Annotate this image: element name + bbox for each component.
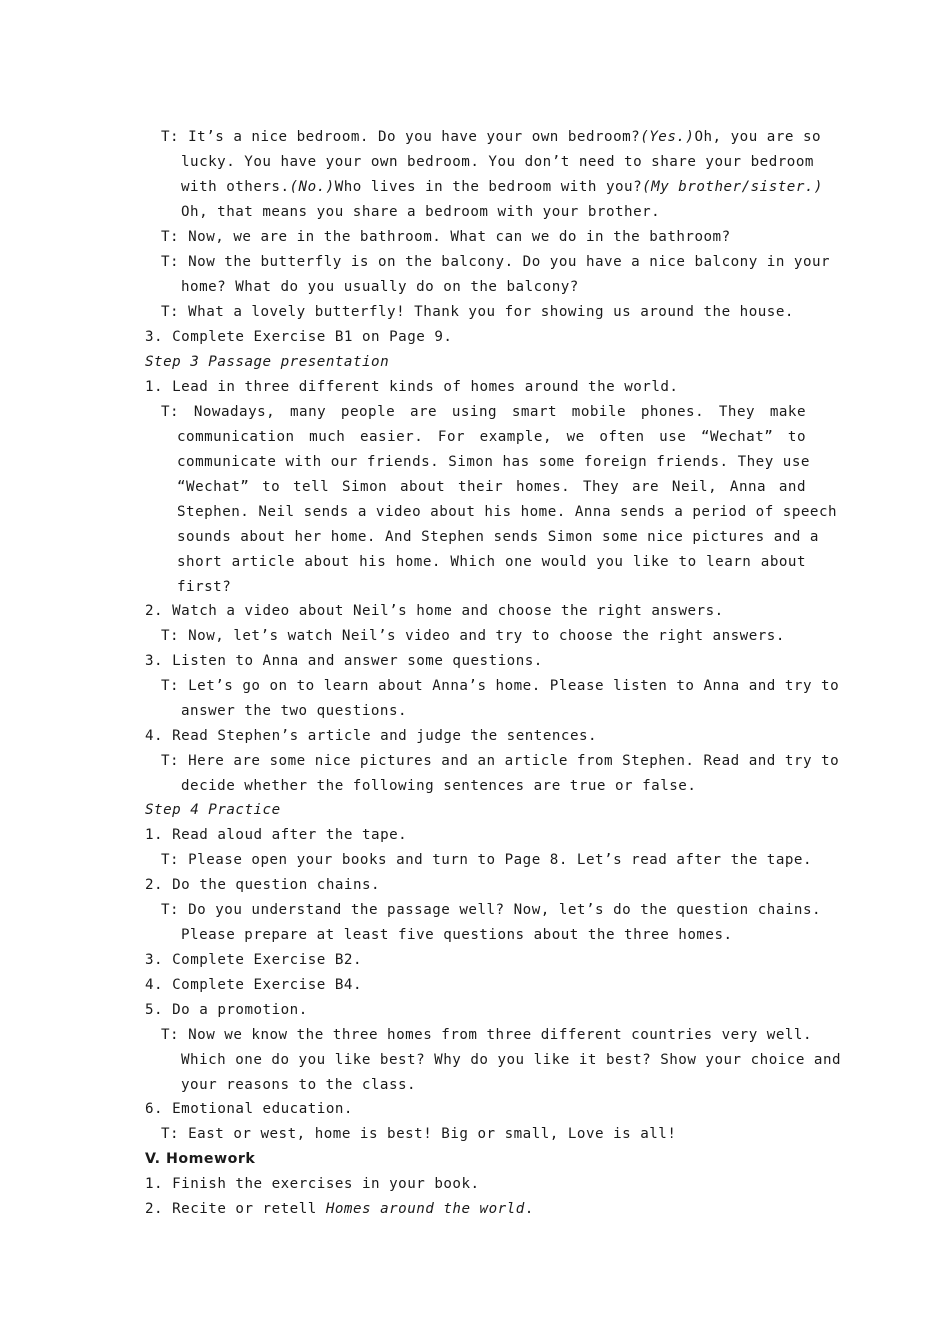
dialogue-line: T: Now, we are in the bathroom. What can we do in the bathroom? bbox=[161, 229, 731, 245]
list-item: 3. Listen to Anna and answer some questions. bbox=[145, 653, 543, 669]
list-item: 1. Read aloud after the tape. bbox=[145, 827, 408, 843]
list-item: 3. Complete Exercise B1 on Page 9. bbox=[145, 329, 453, 345]
list-item: 2. Do the question chains. bbox=[145, 877, 381, 893]
section-heading: Step 4 Practice bbox=[145, 802, 281, 818]
list-item: 5. Do a promotion. bbox=[145, 1002, 308, 1018]
dialogue-line: sounds about her home. And Stephen sends Simon some nice pictures and a bbox=[177, 529, 819, 545]
dialogue-line: T: Now we know the three homes from three different countries very well. bbox=[161, 1027, 812, 1043]
dialogue-line: T: Nowadays, many people are using smart mobile phones. They make bbox=[161, 404, 806, 420]
dialogue-line: T: Do you understand the passage well? Now, let’s do the question chains. bbox=[161, 902, 822, 918]
list-item-text: 2. Recite or retell bbox=[145, 1201, 317, 1217]
section-heading: V. Homework bbox=[145, 1151, 256, 1167]
dialogue-text: T: It’s a nice bedroom. Do you have your own bedroom? bbox=[161, 129, 641, 145]
section-heading: Step 3 Passage presentation bbox=[145, 354, 390, 370]
dialogue-line bbox=[181, 177, 823, 197]
student-answer: (Yes.) bbox=[640, 129, 695, 145]
dialogue-line: Stephen. Neil sends a video about his home. Anna sends a period of speech bbox=[177, 504, 838, 520]
list-item-text: . bbox=[524, 1201, 534, 1217]
dialogue-line: Which one do you like best? Why do you like it best? Show your choice and bbox=[181, 1052, 842, 1068]
dialogue-line: T: Now the butterfly is on the balcony. Do you have a nice balcony in your bbox=[161, 254, 831, 270]
student-answer: (My brother/sister.) bbox=[642, 179, 823, 195]
dialogue-line: “Wechat” to tell Simon about their homes. They are Neil, Anna and bbox=[177, 479, 806, 495]
dialogue-line: communicate with our friends. Simon has some foreign friends. They use bbox=[177, 454, 810, 470]
dialogue-line: T: Now, let’s watch Neil’s video and try to choose the right answers. bbox=[161, 628, 785, 644]
dialogue-line: Please prepare at least five questions about the three homes. bbox=[181, 927, 733, 943]
dialogue-line: communication much easier. For example, we often use “Wechat” to bbox=[177, 429, 806, 445]
list-item: 3. Complete Exercise B2. bbox=[145, 952, 362, 968]
dialogue-line: decide whether the following sentences are true or false. bbox=[181, 778, 697, 794]
dialogue-line bbox=[161, 127, 822, 147]
list-item: 2. Watch a video about Neil’s home and choose the right answers. bbox=[145, 603, 724, 619]
dialogue-line: T: Here are some nice pictures and an article from Stephen. Read and try to bbox=[161, 753, 840, 769]
dialogue-text: Who lives in the bedroom with you? bbox=[334, 179, 643, 195]
dialogue-line: T: Let’s go on to learn about Anna’s home. Please listen to Anna and try to bbox=[161, 678, 840, 694]
passage-title: Homes around the world bbox=[325, 1201, 525, 1217]
list-item: 1. Lead in three different kinds of homes around the world. bbox=[145, 379, 679, 395]
dialogue-line: first? bbox=[177, 579, 232, 595]
dialogue-line: short article about his home. Which one would you like to learn about bbox=[177, 554, 806, 570]
dialogue-line: T: Please open your books and turn to Page 8. Let’s read after the tape. bbox=[161, 852, 812, 868]
dialogue-line: answer the two questions. bbox=[181, 703, 408, 719]
dialogue-line: T: East or west, home is best! Big or small, Love is all! bbox=[161, 1126, 677, 1142]
list-item bbox=[145, 1199, 534, 1219]
dialogue-line: T: What a lovely butterfly! Thank you for showing us around the house. bbox=[161, 304, 794, 320]
list-item: 1. Finish the exercises in your book. bbox=[145, 1176, 480, 1192]
dialogue-line: home? What do you usually do on the balcony? bbox=[181, 279, 579, 295]
list-item: 4. Complete Exercise B4. bbox=[145, 977, 362, 993]
student-answer: (No.) bbox=[289, 179, 335, 195]
dialogue-text: with others. bbox=[181, 179, 290, 195]
list-item: 6. Emotional education. bbox=[145, 1101, 353, 1117]
dialogue-line: your reasons to the class. bbox=[181, 1077, 417, 1093]
dialogue-line: lucky. You have your own bedroom. You don’t need to share your bedroom bbox=[181, 154, 814, 170]
list-item: 4. Read Stephen’s article and judge the sentences. bbox=[145, 728, 598, 744]
dialogue-line: Oh, that means you share a bedroom with your brother. bbox=[181, 204, 661, 220]
dialogue-text: Oh, you are so bbox=[694, 129, 822, 145]
